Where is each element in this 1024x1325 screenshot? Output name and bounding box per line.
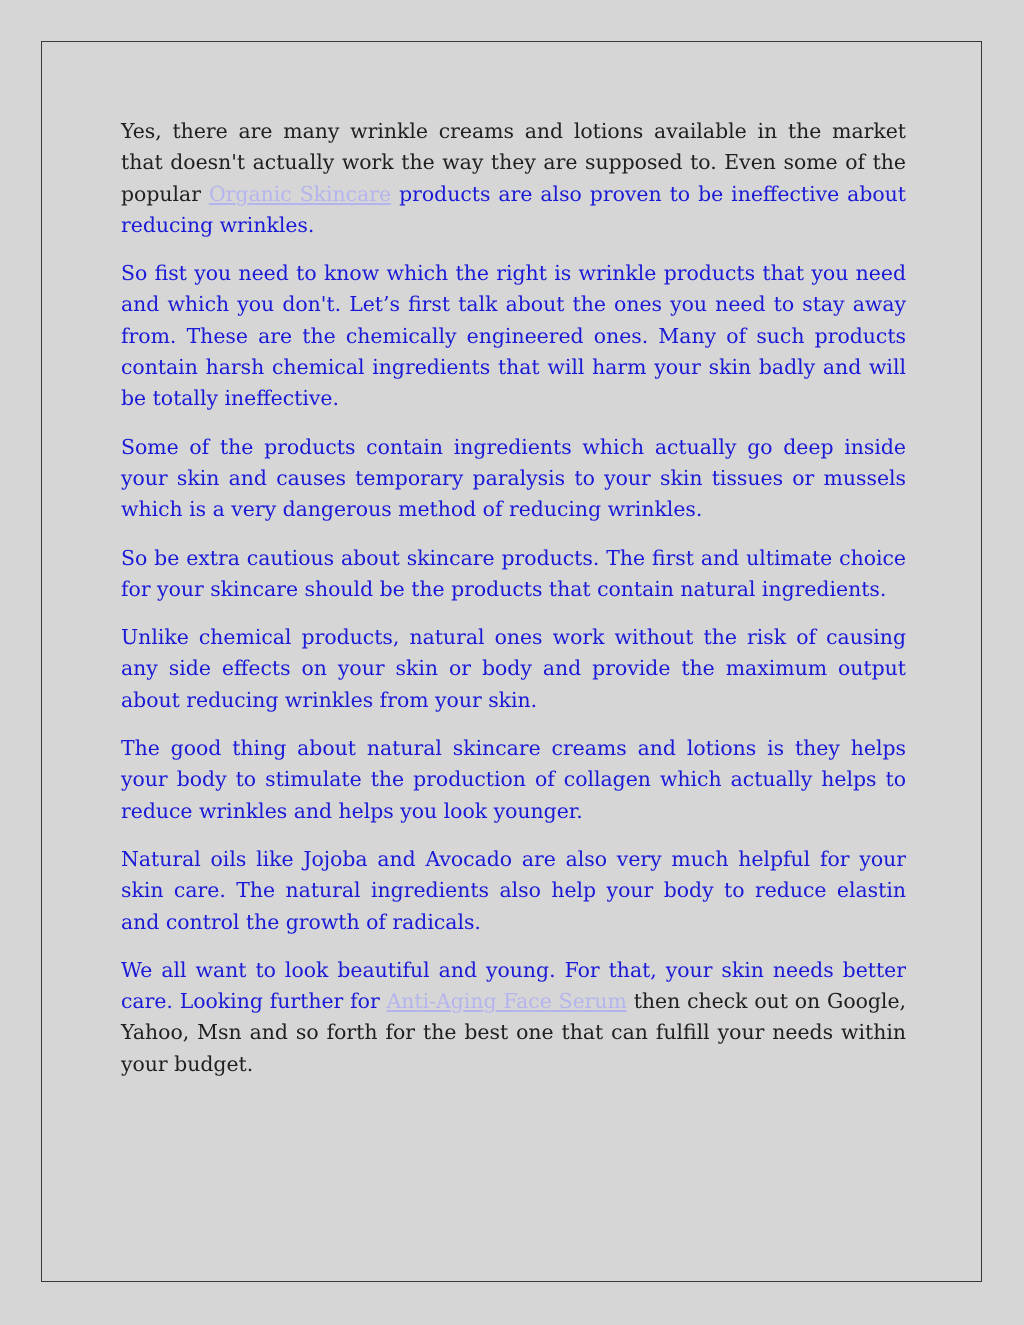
paragraph-1 (121, 116, 906, 241)
paragraph-8 (121, 955, 906, 1080)
paragraph-4: So be extra cautious about skincare products. The first and ultimate choice for your skincare should be the products that contain natural ingredients. (121, 545, 906, 601)
document-page (41, 41, 982, 1282)
paragraph-8-text-start: We all want to look beautiful and young. For that, your skin needs better care. Looking further for (121, 957, 906, 1014)
paragraph-5: Unlike chemical products, natural ones work without the risk of causing any side effects on your skin or body and provide the maximum output about reducing wrinkles from your skin. (121, 625, 906, 712)
paragraph-3: Some of the products contain ingredients which actually go deep inside your skin and causes temporary paralysis to your skin tissues or mussels which is a very dangerous method of reducing wrinkles. (121, 434, 906, 522)
paragraph-8-text-end: then check out on Google, Yahoo, Msn and so forth for the best one that can fulfill your needs within your budget. (121, 989, 906, 1076)
paragraph-6: The good thing about natural skincare creams and lotions is they helps your body to stimulate the production of collagen which actually helps to reduce wrinkles and helps you look younger. (121, 736, 906, 823)
paragraph-1-text-start: Yes, there are many wrinkle creams and lotions available in the market that doesn't actually work the way they are supposed to. Even some of the popular (121, 119, 906, 206)
article-body (121, 116, 906, 1097)
organic-skincare-link[interactable]: Organic Skincare (208, 181, 392, 206)
paragraph-1-text-end: products are also proven to be ineffective about reducing wrinkles. (121, 181, 906, 237)
paragraph-2: So fist you need to know which the right is wrinkle products that you need and which you don't. Let’s first talk about the ones you need to stay away from. These are the chemically engineered ones. Many of such products contain harsh chemical ingredients that will harm your skin badly and will be totally ineffective. (121, 261, 906, 411)
paragraph-7: Natural oils like Jojoba and Avocado are also very much helpful for your skin care. The natural ingredients also help your body to reduce elastin and control the growth of radicals. (121, 846, 906, 934)
anti-aging-face-serum-link[interactable]: Anti-Aging Face Serum (386, 989, 627, 1014)
